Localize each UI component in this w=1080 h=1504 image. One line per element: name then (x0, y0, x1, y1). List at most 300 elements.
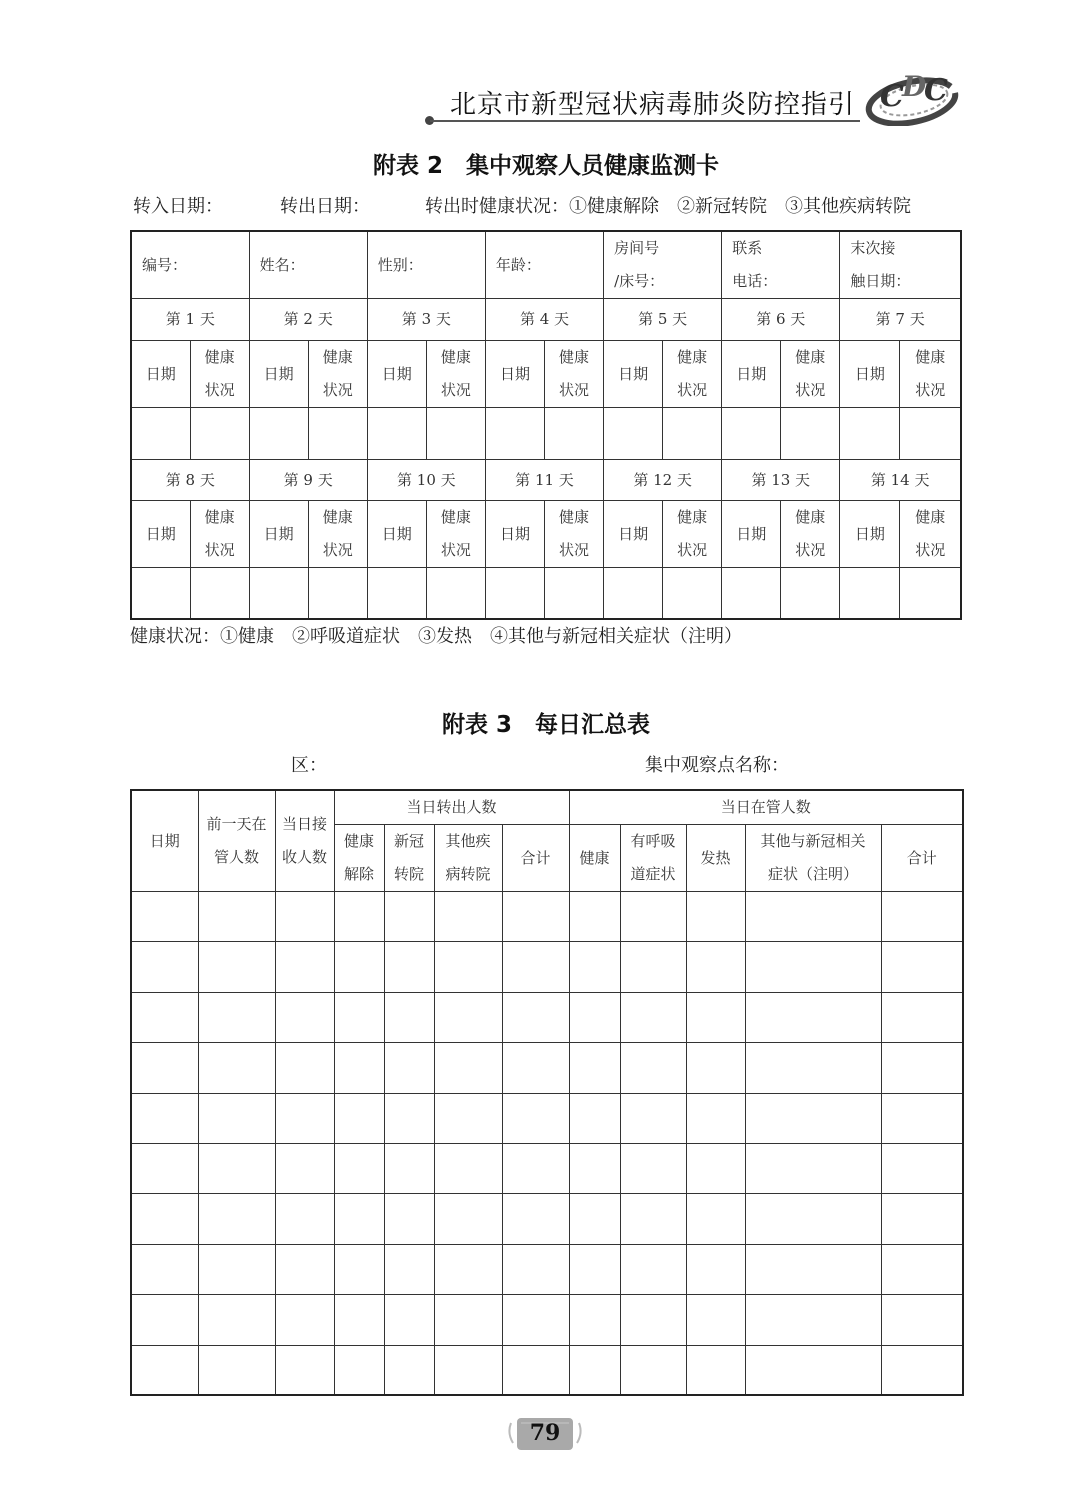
health-status-subheader (781, 501, 840, 568)
entry-cell[interactable] (384, 1093, 434, 1143)
header-text: 发热 (700, 848, 731, 867)
entry-cell[interactable] (434, 1093, 502, 1143)
health-status-subheader (426, 341, 485, 408)
week2-day-header-row (131, 460, 961, 501)
entry-cell[interactable] (881, 1093, 963, 1143)
day-header: 第 14 天 (840, 460, 961, 501)
entry-cell[interactable] (275, 1143, 334, 1193)
entry-cell[interactable] (198, 1295, 275, 1345)
header-text: 其他疾 (445, 832, 491, 850)
header-text: 健康 (559, 348, 590, 366)
entry-cell[interactable] (384, 1295, 434, 1345)
entry-cell[interactable] (881, 1295, 963, 1345)
day-header: 第 5 天 (604, 299, 722, 341)
day-header: 第 4 天 (485, 299, 603, 341)
entry-cell[interactable] (334, 1143, 384, 1193)
header-text: 健康 (322, 348, 353, 366)
field-label: 房间号 (614, 239, 660, 257)
entry-cell[interactable] (502, 1194, 569, 1244)
header-text: 健康 (677, 348, 708, 366)
col-received-count (275, 790, 334, 892)
entry-cell[interactable] (434, 1345, 502, 1395)
svg-text:D: D (902, 70, 927, 103)
header-text: 有呼吸 (630, 832, 676, 850)
entry-cell[interactable] (275, 1194, 334, 1244)
header-text: 健康 (322, 508, 353, 526)
table3-title: 附表 3 每日汇总表 (441, 712, 650, 738)
table-row (131, 942, 963, 992)
field-label: 触日期： (850, 272, 911, 290)
table2-title: 附表 2 集中观察人员健康监测卡 (372, 153, 719, 179)
entry-cell[interactable] (502, 1244, 569, 1294)
entry-cell[interactable] (334, 1043, 384, 1093)
entry-cell[interactable] (131, 1143, 198, 1193)
header-text: 状况 (795, 541, 826, 559)
entry-cell[interactable] (131, 1345, 198, 1395)
header-text: 健康 (677, 508, 708, 526)
entry-cell[interactable] (198, 992, 275, 1042)
entry-cell[interactable] (275, 992, 334, 1042)
entry-cell[interactable] (502, 1143, 569, 1193)
header-text: 健康 (204, 508, 235, 526)
entry-cell[interactable] (745, 892, 881, 942)
entry-cell[interactable] (881, 1194, 963, 1244)
entry-cell[interactable] (745, 1295, 881, 1345)
date-subheader: 日期 (722, 501, 781, 568)
entry-cell[interactable] (686, 1244, 745, 1294)
field-phone[interactable] (722, 231, 840, 299)
entry-cell[interactable] (686, 1143, 745, 1193)
entry-cell[interactable] (881, 1143, 963, 1193)
entry-cell[interactable] (745, 1043, 881, 1093)
header-text: 状况 (559, 541, 590, 559)
entry-cell[interactable] (131, 1194, 198, 1244)
day-header: 第 3 天 (367, 299, 485, 341)
header-text: 症状（注明） (768, 865, 859, 883)
entry-cell[interactable] (131, 992, 198, 1042)
date-entry-cell[interactable] (131, 568, 190, 619)
entry-cell[interactable] (502, 892, 569, 942)
health-status-entry-cell[interactable] (663, 568, 722, 619)
health-status-legend: 健康状况：①健康 ②呼吸道症状 ③发热 ④其他与新冠相关症状（注明） (130, 626, 742, 647)
date-subheader: 日期 (249, 501, 308, 568)
table-row (131, 1043, 963, 1093)
date-entry-cell[interactable] (722, 568, 781, 619)
health-status-subheader (308, 341, 367, 408)
health-status-subheader (781, 341, 840, 408)
entry-cell[interactable] (569, 1093, 620, 1143)
entry-cell[interactable] (384, 1194, 434, 1244)
day-header: 第 2 天 (249, 299, 367, 341)
entry-cell[interactable] (569, 1043, 620, 1093)
table-row (131, 992, 963, 1042)
entry-cell[interactable] (434, 1043, 502, 1093)
entry-cell[interactable] (502, 992, 569, 1042)
entry-cell[interactable] (881, 1244, 963, 1294)
header-text: 健康 (915, 348, 946, 366)
header-text: 状况 (795, 381, 826, 399)
date-entry-cell[interactable] (485, 568, 544, 619)
date-entry-cell[interactable] (485, 408, 544, 460)
date-entry-cell[interactable] (367, 568, 426, 619)
header-text: 状况 (204, 381, 235, 399)
entry-cell[interactable] (434, 1143, 502, 1193)
entry-cell[interactable] (502, 1295, 569, 1345)
col-under-management-3 (745, 825, 881, 892)
entry-cell[interactable] (198, 1043, 275, 1093)
field-label: 姓名： (259, 255, 305, 274)
entry-cell[interactable] (198, 1093, 275, 1143)
entry-cell[interactable] (198, 1345, 275, 1395)
entry-cell[interactable] (334, 1345, 384, 1395)
entry-cell[interactable] (569, 1295, 620, 1345)
day-header: 第 8 天 (131, 460, 249, 501)
entry-cell[interactable] (620, 892, 686, 942)
date-subheader: 日期 (249, 341, 308, 408)
svg-text:C: C (880, 79, 904, 114)
header-text: 转院 (393, 865, 424, 883)
col-under-management-2 (686, 825, 745, 892)
entry-cell[interactable] (620, 942, 686, 992)
week2-entry-row (131, 568, 961, 619)
entry-cell[interactable] (569, 1345, 620, 1395)
entry-cell[interactable] (334, 992, 384, 1042)
daily-summary-table (130, 789, 964, 1396)
district-label: 区： (291, 755, 327, 776)
entry-cell[interactable] (881, 1043, 963, 1093)
health-status-subheader (900, 501, 961, 568)
entry-cell[interactable] (620, 1093, 686, 1143)
week2-subheader-row (131, 501, 961, 568)
health-status-entry-cell[interactable] (308, 408, 367, 460)
date-subheader: 日期 (722, 341, 781, 408)
header-text: 当日接 (281, 815, 327, 833)
date-subheader: 日期 (131, 341, 190, 408)
entry-cell[interactable] (434, 892, 502, 942)
entry-cell[interactable] (384, 942, 434, 992)
entry-cell[interactable] (131, 1244, 198, 1294)
personal-info-row (131, 231, 961, 299)
entry-cell[interactable] (334, 942, 384, 992)
entry-cell[interactable] (131, 1295, 198, 1345)
header-text: 收人数 (281, 848, 327, 866)
entry-cell[interactable] (131, 942, 198, 992)
transfer-status-label: 转出时健康状况：①健康解除 ②新冠转院 ③其他疾病转院 (425, 196, 911, 217)
header-text: 状况 (322, 381, 353, 399)
day-header: 第 10 天 (367, 460, 485, 501)
header-text: 健康 (343, 832, 374, 850)
health-monitoring-card-table (130, 230, 962, 620)
entry-cell[interactable] (745, 1093, 881, 1143)
entry-cell[interactable] (620, 1194, 686, 1244)
header-text: 状况 (322, 541, 353, 559)
entry-cell[interactable] (275, 1093, 334, 1143)
header-text: 健康 (795, 508, 826, 526)
col-transferred-out-2 (434, 825, 502, 892)
header-text: 前一天在 (206, 815, 267, 833)
col-date: 日期 (131, 790, 198, 892)
entry-cell[interactable] (686, 1194, 745, 1244)
running-title: 北京市新型冠状病毒肺炎防控指引 (450, 90, 856, 120)
header-text: 健康 (204, 348, 235, 366)
entry-cell[interactable] (502, 1345, 569, 1395)
entry-cell[interactable] (745, 1194, 881, 1244)
entry-cell[interactable] (198, 942, 275, 992)
observation-site-label: 集中观察点名称： (645, 755, 789, 776)
entry-cell[interactable] (569, 942, 620, 992)
health-status-entry-cell[interactable] (426, 408, 485, 460)
date-entry-cell[interactable] (249, 568, 308, 619)
health-status-entry-cell[interactable] (190, 568, 249, 619)
group-transferred-out: 当日转出人数 (334, 790, 569, 825)
date-entry-cell[interactable] (722, 408, 781, 460)
entry-cell[interactable] (745, 942, 881, 992)
entry-cell[interactable] (434, 1244, 502, 1294)
entry-cell[interactable] (686, 1043, 745, 1093)
col-transferred-out-3 (502, 825, 569, 892)
date-entry-cell[interactable] (840, 408, 900, 460)
entry-cell[interactable] (569, 1143, 620, 1193)
entry-cell[interactable] (275, 1244, 334, 1294)
health-status-subheader (544, 341, 603, 408)
entry-cell[interactable] (620, 1244, 686, 1294)
table-row (131, 1244, 963, 1294)
day-header: 第 6 天 (722, 299, 840, 341)
entry-cell[interactable] (881, 942, 963, 992)
health-status-entry-cell[interactable] (308, 568, 367, 619)
health-status-subheader (663, 341, 722, 408)
entry-cell[interactable] (569, 1244, 620, 1294)
field-label: 联系 (732, 239, 763, 257)
week1-entry-row (131, 408, 961, 460)
health-status-entry-cell[interactable] (781, 568, 840, 619)
entry-cell[interactable] (620, 1295, 686, 1345)
field-last-contact-date[interactable] (840, 231, 961, 299)
health-status-subheader (900, 341, 961, 408)
entry-cell[interactable] (686, 942, 745, 992)
health-status-entry-cell[interactable] (544, 408, 603, 460)
date-entry-cell[interactable] (131, 408, 190, 460)
header-text: 管人数 (213, 848, 259, 866)
field-label: /床号： (614, 272, 665, 290)
entry-cell[interactable] (384, 1244, 434, 1294)
col-under-management-4 (881, 825, 963, 892)
day-header: 第 1 天 (131, 299, 249, 341)
health-status-subheader (190, 341, 249, 408)
header-text: 病转院 (445, 865, 491, 883)
header-text: 状况 (915, 381, 946, 399)
entry-cell[interactable] (384, 892, 434, 942)
entry-cell[interactable] (620, 1043, 686, 1093)
entry-cell[interactable] (745, 1244, 881, 1294)
day-header: 第 9 天 (249, 460, 367, 501)
entry-cell[interactable] (620, 1345, 686, 1395)
field-label: 性别： (377, 255, 423, 274)
col-under-management-1 (620, 825, 686, 892)
header-text: 健康 (559, 508, 590, 526)
entry-cell[interactable] (502, 1093, 569, 1143)
health-status-subheader (544, 501, 603, 568)
entry-cell[interactable] (686, 1295, 745, 1345)
entry-cell[interactable] (569, 892, 620, 942)
cdc-logo-icon (864, 66, 964, 126)
week1-subheader-row (131, 341, 961, 408)
header-text: 状况 (440, 381, 471, 399)
header-text: 状况 (204, 541, 235, 559)
date-entry-cell[interactable] (367, 408, 426, 460)
entry-cell[interactable] (384, 1143, 434, 1193)
entry-cell[interactable] (434, 1295, 502, 1345)
date-subheader: 日期 (840, 341, 900, 408)
svg-text:C: C (924, 73, 948, 108)
date-entry-cell[interactable] (604, 408, 663, 460)
health-status-entry-cell[interactable] (781, 408, 840, 460)
entry-cell[interactable] (569, 992, 620, 1042)
health-status-subheader (426, 501, 485, 568)
entry-cell[interactable] (275, 1043, 334, 1093)
table-row (131, 1194, 963, 1244)
entry-cell[interactable] (275, 1295, 334, 1345)
header-text: 状况 (677, 381, 708, 399)
health-status-entry-cell[interactable] (663, 408, 722, 460)
header-text: 健康 (795, 348, 826, 366)
table-row (131, 892, 963, 942)
header-text: 状况 (677, 541, 708, 559)
entry-cell[interactable] (198, 892, 275, 942)
field-label: 编号： (142, 255, 188, 274)
header-text: 健康 (440, 508, 471, 526)
entry-cell[interactable] (198, 1194, 275, 1244)
header-text: 健康 (579, 848, 610, 867)
table-row (131, 1345, 963, 1395)
entry-cell[interactable] (275, 942, 334, 992)
header-text: 新冠 (393, 832, 424, 850)
field-name[interactable] (249, 231, 367, 299)
day-header: 第 11 天 (485, 460, 603, 501)
date-subheader: 日期 (485, 341, 544, 408)
entry-cell[interactable] (745, 992, 881, 1042)
week1-day-header-row (131, 299, 961, 341)
entry-cell[interactable] (686, 1093, 745, 1143)
entry-cell[interactable] (434, 1194, 502, 1244)
table-row (131, 1093, 963, 1143)
entry-cell[interactable] (334, 1093, 384, 1143)
header-text: 解除 (343, 865, 374, 883)
table-row (131, 1143, 963, 1193)
entry-cell[interactable] (334, 1194, 384, 1244)
entry-cell[interactable] (686, 992, 745, 1042)
health-status-subheader (308, 501, 367, 568)
date-subheader: 日期 (604, 501, 663, 568)
entry-cell[interactable] (131, 1043, 198, 1093)
health-status-subheader (663, 501, 722, 568)
entry-cell[interactable] (198, 1143, 275, 1193)
day-header: 第 7 天 (840, 299, 961, 341)
col-transferred-out-1 (384, 825, 434, 892)
entry-cell[interactable] (334, 1244, 384, 1294)
date-subheader: 日期 (367, 501, 426, 568)
header-text: 状况 (915, 541, 946, 559)
header-text: 道症状 (630, 865, 676, 883)
header-row-1 (131, 790, 963, 825)
header-text: 合计 (520, 848, 551, 867)
entry-cell[interactable] (620, 1143, 686, 1193)
field-label: 年龄： (495, 255, 541, 274)
entry-cell[interactable] (881, 892, 963, 942)
entry-cell[interactable] (434, 992, 502, 1042)
transfer-out-date-label: 转出日期： (280, 196, 370, 217)
entry-cell[interactable] (881, 1345, 963, 1395)
health-status-entry-cell[interactable] (426, 568, 485, 619)
field-sex[interactable] (367, 231, 485, 299)
entry-cell[interactable] (384, 1043, 434, 1093)
entry-cell[interactable] (131, 1093, 198, 1143)
entry-cell[interactable] (384, 1345, 434, 1395)
entry-cell[interactable] (434, 942, 502, 992)
header-rule (430, 120, 860, 122)
date-subheader: 日期 (367, 341, 426, 408)
field-label: 末次接 (850, 239, 896, 257)
entry-cell[interactable] (502, 1043, 569, 1093)
entry-cell[interactable] (881, 992, 963, 1042)
day-header: 第 13 天 (722, 460, 840, 501)
col-transferred-out-0 (334, 825, 384, 892)
header-text: 健康 (440, 348, 471, 366)
page-number: 79 (529, 1420, 561, 1446)
date-entry-cell[interactable] (840, 568, 900, 619)
entry-cell[interactable] (198, 1244, 275, 1294)
entry-cell[interactable] (686, 892, 745, 942)
field-label: 电话： (732, 272, 778, 290)
entry-cell[interactable] (334, 1295, 384, 1345)
group-under-management: 当日在管人数 (569, 790, 963, 825)
field-room-bed[interactable] (604, 231, 722, 299)
header-text: 状况 (440, 541, 471, 559)
health-status-entry-cell[interactable] (190, 408, 249, 460)
entry-cell[interactable] (620, 992, 686, 1042)
col-under-management-0 (569, 825, 620, 892)
header-text: 状况 (559, 381, 590, 399)
health-status-subheader (190, 501, 249, 568)
date-subheader: 日期 (604, 341, 663, 408)
header-text: 合计 (906, 848, 937, 867)
entry-cell[interactable] (384, 992, 434, 1042)
field-id[interactable] (131, 231, 249, 299)
entry-cell[interactable] (745, 1345, 881, 1395)
table-row (131, 1295, 963, 1345)
entry-cell[interactable] (502, 942, 569, 992)
entry-cell[interactable] (131, 892, 198, 942)
entry-cell[interactable] (745, 1143, 881, 1193)
date-subheader: 日期 (840, 501, 900, 568)
col-prev-day-count (198, 790, 275, 892)
health-status-entry-cell[interactable] (900, 568, 961, 619)
date-subheader: 日期 (131, 501, 190, 568)
entry-cell[interactable] (569, 1194, 620, 1244)
date-subheader: 日期 (485, 501, 544, 568)
entry-cell[interactable] (334, 892, 384, 942)
header-text: 其他与新冠相关 (760, 832, 866, 850)
health-status-entry-cell[interactable] (544, 568, 603, 619)
day-header: 第 12 天 (604, 460, 722, 501)
entry-cell[interactable] (275, 892, 334, 942)
entry-cell[interactable] (275, 1345, 334, 1395)
date-entry-cell[interactable] (249, 408, 308, 460)
health-status-entry-cell[interactable] (900, 408, 961, 460)
entry-cell[interactable] (686, 1345, 745, 1395)
date-entry-cell[interactable] (604, 568, 663, 619)
field-age[interactable] (485, 231, 603, 299)
